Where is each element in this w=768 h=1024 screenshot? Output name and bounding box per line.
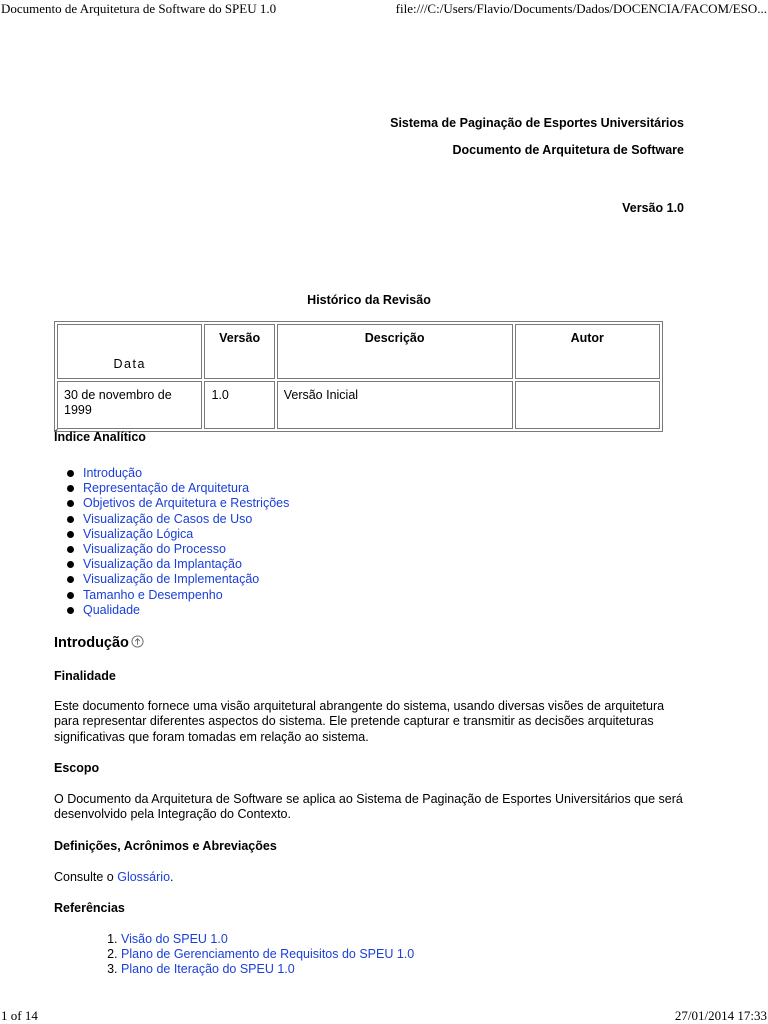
revision-author bbox=[515, 381, 661, 429]
introducao-heading bbox=[54, 635, 144, 651]
print-header bbox=[0, 1, 768, 17]
toc-link-casos-de-uso[interactable]: Visualização de Casos de Uso bbox=[83, 511, 253, 526]
finalidade-heading: Finalidade bbox=[54, 669, 116, 683]
list-item bbox=[83, 466, 289, 481]
revision-description: Versão Inicial bbox=[277, 381, 513, 429]
print-header-title: Documento de Arquitetura de Software do SPEU 1.0 bbox=[1, 1, 277, 16]
toc-link-representacao[interactable]: Representação de Arquitetura bbox=[83, 481, 250, 496]
toc-link-qualidade[interactable]: Qualidade bbox=[83, 602, 140, 617]
revision-date: 30 de novembro de 1999 bbox=[57, 381, 202, 429]
ref-link-plano-requisitos[interactable]: Plano de Gerenciamento de Requisitos do SPEU 1.0 bbox=[121, 947, 415, 962]
column-header-author: Autor bbox=[515, 324, 661, 379]
toc-title: Índice Analítico bbox=[54, 430, 146, 444]
table-header-row bbox=[57, 324, 660, 379]
toc-link-implantacao[interactable]: Visualização da Implantação bbox=[83, 557, 242, 572]
list-item bbox=[83, 603, 289, 618]
escopo-text: O Documento da Arquitetura de Software se aplica ao Sistema de Paginação de Esportes Universitários que será desenvolvido pela Integração do Contexto. bbox=[54, 792, 683, 822]
list-item bbox=[83, 481, 289, 496]
ref-link-visao[interactable]: Visão do SPEU 1.0 bbox=[121, 932, 228, 946]
print-footer bbox=[0, 1008, 768, 1024]
page-counter: 1 of 14 bbox=[1, 1008, 38, 1023]
print-timestamp: 27/01/2014 17:33 bbox=[674, 1008, 767, 1023]
toc-link-tamanho[interactable]: Tamanho e Desempenho bbox=[83, 587, 223, 602]
print-header-url: file:///C:/Users/Flavio/Documents/Dados/DOCENCIA/FACOM/ESO... bbox=[395, 1, 767, 16]
definicoes-suffix: . bbox=[170, 870, 174, 884]
escopo-heading: Escopo bbox=[54, 761, 100, 775]
glossario-link[interactable]: Glossário bbox=[117, 870, 171, 884]
toc-link-introducao[interactable]: Introdução bbox=[83, 466, 143, 480]
revision-history-table bbox=[54, 321, 663, 432]
column-header-date: Data bbox=[57, 324, 202, 379]
table-row bbox=[57, 381, 660, 429]
ref-link-plano-iteracao[interactable]: Plano de Iteração do SPEU 1.0 bbox=[121, 962, 295, 977]
revision-version: 1.0 bbox=[204, 381, 274, 429]
column-header-version: Versão bbox=[204, 324, 274, 379]
list-item bbox=[83, 527, 289, 542]
list-item bbox=[121, 932, 414, 947]
list-item bbox=[83, 557, 289, 572]
list-item bbox=[83, 542, 289, 557]
document-version: Versão 1.0 bbox=[622, 201, 684, 215]
system-name: Sistema de Paginação de Esportes Universitários bbox=[390, 116, 684, 130]
list-item bbox=[83, 588, 289, 603]
toc-link-logica[interactable]: Visualização Lógica bbox=[83, 526, 194, 541]
finalidade-text: Este documento fornece uma visão arquitetural abrangente do sistema, usando diversas visões de arquitetura para representar diferentes aspectos do sistema. Ele pretende capturar e transmitir as decisões arquiteturas significativas que foram tomadas em relação ao sistema. bbox=[54, 699, 665, 744]
definicoes-heading: Definições, Acrônimos e Abreviações bbox=[54, 839, 277, 853]
toc-link-processo[interactable]: Visualização do Processo bbox=[83, 542, 226, 557]
definicoes-text bbox=[54, 870, 684, 885]
toc-link-objetivos[interactable]: Objetivos de Arquitetura e Restrições bbox=[83, 496, 290, 511]
referencias-heading: Referências bbox=[54, 901, 125, 915]
up-arrow-circle-icon[interactable] bbox=[131, 635, 144, 648]
column-header-description: Descrição bbox=[277, 324, 513, 379]
document-type: Documento de Arquitetura de Software bbox=[452, 143, 684, 157]
introducao-heading-text: Introdução bbox=[54, 635, 129, 651]
list-item bbox=[121, 947, 414, 962]
definicoes-prefix: Consulte o bbox=[54, 870, 118, 884]
references-list bbox=[54, 932, 414, 978]
table-of-contents bbox=[54, 466, 289, 618]
list-item bbox=[121, 962, 414, 977]
revision-history-heading: Histórico da Revisão bbox=[307, 293, 431, 307]
list-item bbox=[83, 572, 289, 587]
list-item bbox=[83, 496, 289, 511]
toc-link-implementacao[interactable]: Visualização de Implementação bbox=[83, 572, 260, 587]
list-item bbox=[83, 512, 289, 527]
